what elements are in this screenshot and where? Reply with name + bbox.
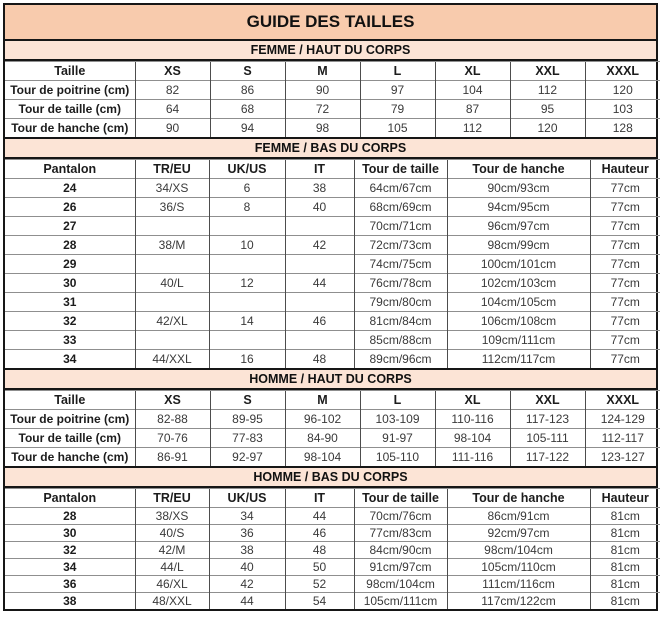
data-cell: 96cm/97cm [447,217,590,236]
data-cell: 95 [510,100,585,119]
data-cell: 38/M [135,236,209,255]
data-cell: 81cm [590,508,660,525]
data-cell [135,293,209,312]
data-cell: 34 [209,508,285,525]
table-row [5,508,660,525]
table-row [5,255,660,274]
data-cell: 64 [135,100,210,119]
table-row [5,236,660,255]
column-header: Tour de taille [354,160,447,179]
column-header: Tour de hanche [447,160,590,179]
data-cell: 54 [285,593,354,610]
data-cell: 117-123 [510,410,585,429]
row-label: 30 [5,525,135,542]
data-cell: 48/XXL [135,593,209,610]
table-row [5,429,660,448]
row-label: 31 [5,293,135,312]
row-label: 30 [5,274,135,293]
row-label: 32 [5,542,135,559]
data-cell: 42 [209,576,285,593]
header-row [5,391,660,410]
data-cell [209,331,285,350]
column-header: S [210,62,285,81]
data-cell: 72 [285,100,360,119]
data-cell: 82 [135,81,210,100]
table-row [5,198,660,217]
row-label: 34 [5,559,135,576]
data-cell: 105-111 [510,429,585,448]
row-label: 28 [5,236,135,255]
data-cell: 81cm [590,593,660,610]
data-cell: 42 [285,236,354,255]
data-cell: 70-76 [135,429,210,448]
data-cell: 8 [209,198,285,217]
data-cell: 64cm/67cm [354,179,447,198]
data-cell: 85cm/88cm [354,331,447,350]
column-header: M [285,62,360,81]
data-cell: 117-122 [510,448,585,467]
data-cell [209,255,285,274]
data-cell: 105cm/111cm [354,593,447,610]
data-cell [135,255,209,274]
data-cell: 77cm [590,350,660,369]
table-row [5,274,660,293]
data-cell: 103 [585,100,660,119]
column-header: Hauteur [590,160,660,179]
section-header-homme-bas: HOMME / BAS DU CORPS [5,466,656,488]
section-header-femme-bas: FEMME / BAS DU CORPS [5,137,656,159]
data-cell: 111cm/116cm [447,576,590,593]
data-cell: 40/S [135,525,209,542]
data-cell: 87 [435,100,510,119]
column-header: Tour de hanche [447,489,590,508]
data-cell: 94 [210,119,285,138]
data-cell [135,217,209,236]
table-row [5,100,660,119]
data-cell: 46/XL [135,576,209,593]
data-cell [135,331,209,350]
table-row [5,350,660,369]
data-cell: 111-116 [435,448,510,467]
data-cell: 68cm/69cm [354,198,447,217]
data-cell: 40 [209,559,285,576]
data-cell: 90 [135,119,210,138]
data-cell: 105cm/110cm [447,559,590,576]
column-header: Taille [5,391,135,410]
data-cell: 42/XL [135,312,209,331]
table-row [5,525,660,542]
column-header: UK/US [209,489,285,508]
data-cell: 90 [285,81,360,100]
column-header: Pantalon [5,160,135,179]
table-row [5,448,660,467]
data-cell: 12 [209,274,285,293]
column-header: Pantalon [5,489,135,508]
data-cell: 105-110 [360,448,435,467]
data-cell: 128 [585,119,660,138]
column-header: XL [435,62,510,81]
size-table-homme-bas [5,488,660,609]
data-cell: 10 [209,236,285,255]
data-cell: 84cm/90cm [354,542,447,559]
row-label: Tour de taille (cm) [5,429,135,448]
data-cell: 91cm/97cm [354,559,447,576]
data-cell: 77cm [590,312,660,331]
data-cell: 46 [285,525,354,542]
column-header: IT [285,160,354,179]
column-header: XS [135,62,210,81]
data-cell: 79 [360,100,435,119]
data-cell: 38/XS [135,508,209,525]
data-cell: 44 [285,274,354,293]
table-row [5,179,660,198]
data-cell: 81cm [590,576,660,593]
row-label: 26 [5,198,135,217]
data-cell: 98 [285,119,360,138]
data-cell: 89cm/96cm [354,350,447,369]
data-cell: 36/S [135,198,209,217]
table-row [5,81,660,100]
data-cell: 77cm [590,179,660,198]
column-header: TR/EU [135,489,209,508]
column-header: M [285,391,360,410]
data-cell: 100cm/101cm [447,255,590,274]
data-cell: 91-97 [360,429,435,448]
data-cell: 44/L [135,559,209,576]
data-cell: 81cm [590,542,660,559]
column-header: XS [135,391,210,410]
data-cell: 79cm/80cm [354,293,447,312]
table-row [5,559,660,576]
data-cell: 84-90 [285,429,360,448]
table-row [5,119,660,138]
data-cell: 76cm/78cm [354,274,447,293]
column-header: L [360,391,435,410]
data-cell: 112 [435,119,510,138]
row-label: 38 [5,593,135,610]
data-cell: 97 [360,81,435,100]
data-cell: 44 [209,593,285,610]
table-row [5,593,660,610]
data-cell: 14 [209,312,285,331]
data-cell: 72cm/73cm [354,236,447,255]
column-header: L [360,62,435,81]
row-label: Tour de poitrine (cm) [5,81,135,100]
data-cell: 82-88 [135,410,210,429]
table-row [5,312,660,331]
data-cell: 117cm/122cm [447,593,590,610]
data-cell: 105 [360,119,435,138]
data-cell: 44/XXL [135,350,209,369]
row-label: Tour de taille (cm) [5,100,135,119]
sections [5,41,656,609]
size-table-femme-haut [5,61,660,137]
data-cell [209,217,285,236]
data-cell: 98cm/99cm [447,236,590,255]
data-cell: 34/XS [135,179,209,198]
data-cell: 46 [285,312,354,331]
data-cell: 77cm [590,274,660,293]
data-cell: 102cm/103cm [447,274,590,293]
data-cell: 98cm/104cm [447,542,590,559]
data-cell: 38 [209,542,285,559]
table-row [5,410,660,429]
row-label: Tour de hanche (cm) [5,119,135,138]
data-cell: 44 [285,508,354,525]
data-cell: 96-102 [285,410,360,429]
data-cell [285,293,354,312]
data-cell: 40/L [135,274,209,293]
data-cell: 92-97 [210,448,285,467]
header-row [5,62,660,81]
data-cell: 104 [435,81,510,100]
data-cell: 77cm [590,255,660,274]
column-header: Tour de taille [354,489,447,508]
data-cell: 109cm/111cm [447,331,590,350]
data-cell: 86cm/91cm [447,508,590,525]
data-cell [285,331,354,350]
data-cell: 68 [210,100,285,119]
size-guide-sheet [3,3,658,611]
data-cell: 77cm [590,217,660,236]
data-cell: 112 [510,81,585,100]
data-cell: 92cm/97cm [447,525,590,542]
column-header: XL [435,391,510,410]
data-cell: 98-104 [435,429,510,448]
table-row [5,217,660,236]
data-cell: 36 [209,525,285,542]
header-row [5,489,660,508]
data-cell: 81cm [590,525,660,542]
data-cell: 112cm/117cm [447,350,590,369]
column-header: Taille [5,62,135,81]
row-label: Tour de hanche (cm) [5,448,135,467]
data-cell [209,293,285,312]
data-cell: 86 [210,81,285,100]
row-label: 29 [5,255,135,274]
page-title: GUIDE DES TAILLES [5,5,656,41]
column-header: S [210,391,285,410]
data-cell [285,217,354,236]
row-label: 34 [5,350,135,369]
data-cell: 48 [285,350,354,369]
data-cell [285,255,354,274]
column-header: XXL [510,62,585,81]
size-table-homme-haut [5,390,660,466]
column-header: XXL [510,391,585,410]
size-table-femme-bas [5,159,660,368]
data-cell: 104cm/105cm [447,293,590,312]
data-cell: 98cm/104cm [354,576,447,593]
table-row [5,293,660,312]
header-row [5,160,660,179]
row-label: 36 [5,576,135,593]
data-cell: 77cm [590,236,660,255]
data-cell: 110-116 [435,410,510,429]
data-cell: 16 [209,350,285,369]
data-cell: 89-95 [210,410,285,429]
data-cell: 81cm [590,559,660,576]
data-cell: 120 [585,81,660,100]
table-row [5,576,660,593]
data-cell: 50 [285,559,354,576]
data-cell: 81cm/84cm [354,312,447,331]
column-header: XXXL [585,62,660,81]
table-row [5,331,660,350]
data-cell: 77cm/83cm [354,525,447,542]
data-cell: 42/M [135,542,209,559]
data-cell: 124-129 [585,410,660,429]
data-cell: 38 [285,179,354,198]
column-header: Hauteur [590,489,660,508]
data-cell: 106cm/108cm [447,312,590,331]
data-cell: 70cm/71cm [354,217,447,236]
row-label: 33 [5,331,135,350]
data-cell: 48 [285,542,354,559]
data-cell: 40 [285,198,354,217]
row-label: 24 [5,179,135,198]
data-cell: 77cm [590,293,660,312]
section-header-femme-haut: FEMME / HAUT DU CORPS [5,41,656,61]
column-header: UK/US [209,160,285,179]
data-cell: 52 [285,576,354,593]
row-label: 28 [5,508,135,525]
data-cell: 120 [510,119,585,138]
data-cell: 90cm/93cm [447,179,590,198]
data-cell: 112-117 [585,429,660,448]
column-header: TR/EU [135,160,209,179]
section-header-homme-haut: HOMME / HAUT DU CORPS [5,368,656,390]
row-label: 32 [5,312,135,331]
data-cell: 6 [209,179,285,198]
column-header: XXXL [585,391,660,410]
data-cell: 103-109 [360,410,435,429]
data-cell: 74cm/75cm [354,255,447,274]
data-cell: 123-127 [585,448,660,467]
row-label: 27 [5,217,135,236]
data-cell: 70cm/76cm [354,508,447,525]
data-cell: 86-91 [135,448,210,467]
row-label: Tour de poitrine (cm) [5,410,135,429]
column-header: IT [285,489,354,508]
table-row [5,542,660,559]
data-cell: 77cm [590,198,660,217]
data-cell: 77-83 [210,429,285,448]
data-cell: 98-104 [285,448,360,467]
data-cell: 94cm/95cm [447,198,590,217]
data-cell: 77cm [590,331,660,350]
